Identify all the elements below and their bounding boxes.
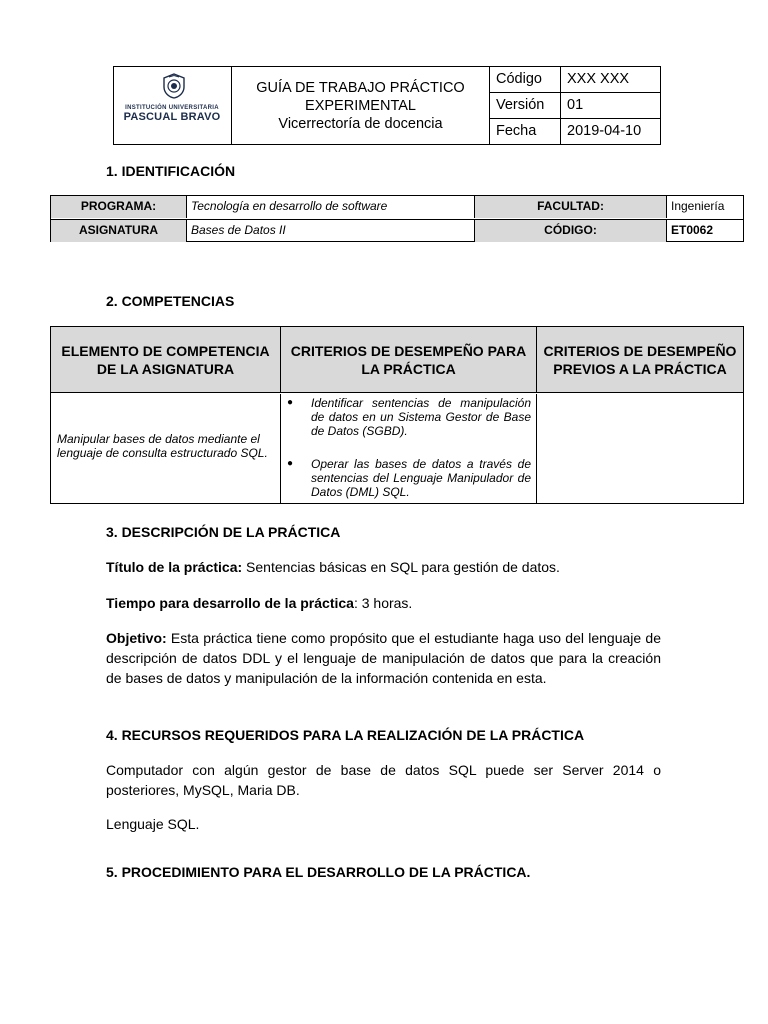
table-body (51, 394, 743, 503)
practice-title-label: Título de la práctica: (106, 559, 243, 575)
meta-value: XXX XXX (567, 71, 630, 87)
section-title-descripcion: 3. DESCRIPCIÓN DE LA PRÁCTICA (106, 524, 341, 540)
practice-time-label: Tiempo para desarrollo de la práctica (106, 595, 354, 611)
competencias-table (50, 326, 744, 504)
table-header (51, 327, 743, 393)
criteria-cell (281, 394, 537, 503)
table-row (51, 219, 743, 241)
programa-label: PROGRAMA: (51, 196, 187, 218)
table-row (51, 196, 743, 218)
section-title-procedimiento: 5. PROCEDIMIENTO PARA EL DESARROLLO DE LA PRÁCTICA. (106, 864, 531, 880)
practice-title-value: Sentencias básicas en SQL para gestión de datos. (242, 559, 560, 575)
meta-value: 2019-04-10 (567, 123, 642, 139)
section-title-recursos: 4. RECURSOS REQUERIDOS PARA LA REALIZACIÓN DE LA PRÁCTICA (106, 727, 585, 743)
section-title-competencias: 2. COMPETENCIAS (106, 293, 235, 309)
facultad-label: FACULTAD: (475, 196, 667, 218)
facultad-value: Ingeniería (671, 199, 725, 213)
title-line-3: Vicerrectoría de docencia (278, 116, 443, 132)
meta-row-fecha (490, 119, 660, 144)
section-title-identificacion: 1. IDENTIFICACIÓN (106, 163, 236, 179)
codigo-label: CÓDIGO: (475, 220, 667, 242)
objective-paragraph (106, 628, 661, 688)
codigo-value: ET0062 (671, 223, 714, 237)
header-elemento: ELEMENTO DE COMPETENCIA DE LA ASIGNATURA (51, 327, 281, 392)
logo-cell (114, 67, 232, 144)
programa-value: Tecnología en desarrollo de software (187, 196, 475, 218)
meta-row-version (490, 93, 660, 119)
practice-title-paragraph (106, 557, 661, 577)
logo-name-line: PASCUAL BRAVO (123, 111, 221, 123)
objective-label: Objetivo: (106, 630, 167, 646)
meta-row-codigo (490, 67, 660, 93)
meta-value: 01 (567, 97, 584, 113)
document-meta (490, 67, 660, 144)
practice-time-value: : 3 horas. (353, 595, 413, 611)
title-line-1: GUÍA DE TRABAJO PRÁCTICO (256, 80, 465, 96)
bullet-icon: ● (287, 397, 294, 408)
title-line-2: EXPERIMENTAL (305, 98, 416, 114)
language-paragraph: Lenguaje SQL. (106, 816, 200, 832)
logo-institution-line: INSTITUCIÓN UNIVERSITARIA (125, 105, 219, 111)
meta-label: Código (490, 67, 561, 92)
asignatura-value: Bases de Datos II (187, 220, 475, 242)
competence-element: Manipular bases de datos mediante el lenguaje de consulta estructurado SQL. (51, 394, 281, 503)
institution-seal-icon (162, 73, 186, 99)
criteria-item: Identificar sentencias de manipulación de datos en un Sistema Gestor de Base de Datos (SGBD). (311, 396, 531, 438)
practice-time-paragraph (106, 593, 661, 613)
asignatura-label: ASIGNATURA (51, 220, 187, 242)
identification-table (50, 195, 744, 242)
header-criterios-previos: CRITERIOS DE DESEMPEÑO PREVIOS A LA PRÁCTICA (543, 342, 737, 377)
resources-paragraph: Computador con algún gestor de base de datos SQL puede ser Server 2014 o posteriores, MySQL, Maria DB. (106, 762, 661, 798)
objective-value: Esta práctica tiene como propósito que el estudiante haga uso del lenguaje de descripción de datos DDL y el lenguaje de manipulación de datos que para la creación de bases de datos y manipulación de la información contenida en esta. (106, 630, 661, 686)
header-criterios: CRITERIOS DE DESEMPEÑO PARA LA PRÁCTICA (281, 327, 537, 392)
document-header (113, 66, 661, 145)
document-title (232, 67, 490, 144)
bullet-icon: ● (287, 458, 294, 469)
meta-label: Versión (490, 93, 561, 118)
meta-label: Fecha (490, 119, 561, 144)
criteria-item: Operar las bases de datos a través de sentencias del Lenguaje Manipulador de Datos (DML) SQL. (311, 457, 531, 499)
